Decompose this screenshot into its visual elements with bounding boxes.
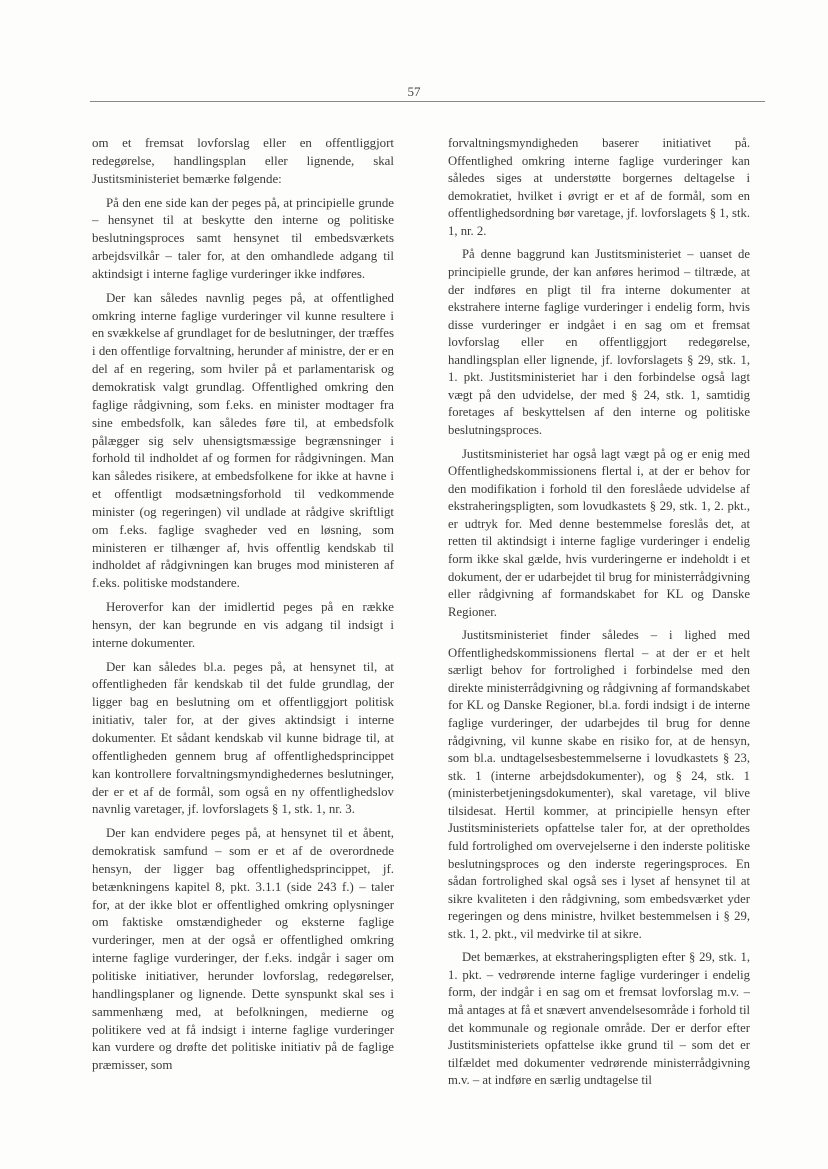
paragraph: om et fremsat lovforslag eller en offentliggjort redegørelse, handlingsplan eller lignende, skal Justitsministeriet bemærke følgende: — [92, 136, 394, 186]
paragraph: Justitsministeriet finder således – i lighed med Offentlighedskommissionens flertal – at der er et helt særligt behov for fortrolighed i forbindelse med den direkte ministerrådgivning og rådgivning af formandskabet for KL og Danske Regioner, bl.a. fordi indsigt i de interne faglige vurderinger, der udarbejdes til brug for denne rådgivning, vil kunne skabe en risiko for, at de hensyn, som bl.a. undtagelsesbestemmelserne i lovudkastets § 23, stk. 1 (interne arbejdsdokumenter), og § 24, stk. 1 (ministerbetjeningsdokumenter), skal varetage, vil blive tilsidesat. Hertil kommer, at principielle hensyn efter Justitsministeriets opfattelse taler for, at der opretholdes fuld fortrolighed om overvejelserne i den inderste politiske beslutningsproces og den inderste regeringsproces. En sådan fortrolighed skal også ses i lyset af hensynet til at sikre kvaliteten i den rådgivning, som embedsværket yder regeringen og dens ministre, hvilket bestemmelsen i § 29, stk. 1, 2. pkt., vil medvirke til at sikre. — [448, 628, 750, 941]
paragraph: Justitsministeriet har også lagt vægt på og er enig med Offentlighedskommissionens flertal i, at der er behov for den modifikation i forhold til den foreslåede udvidelse af ekstraheringspligten, som lovudkastets § 29, stk. 1, 2. pkt., er udtryk for. Med denne bestemmelse foreslås det, at retten til aktindsigt i interne faglige vurderinger i endelig form ikke skal gælde, hvis vurderingerne er indeholdt i et dokument, der er udarbejdet til brug for ministerrådgivning eller rådgivning af formandskabet for KL og Danske Regioner. — [448, 446, 750, 619]
page-number: 57 — [407, 84, 421, 99]
paragraph: Heroverfor kan der imidlertid peges på en række hensyn, der kan begrunde en vis adgang til indsigt i interne dokumenter. — [92, 600, 394, 650]
paragraph: Det bemærkes, at ekstraheringspligten efter § 29, stk. 1, 1. pkt. – vedrørende interne faglige vurderinger i endelig form, der indgår i en sag om et fremsat lovforslag m.v. – må antages at få et snævert anvendelsesområde i forhold til det kommunale og regionale område. Der er derfor efter Justitsministeriets opfattelse ikke grund til – som det er tilfældet med dokumenter vedrørende ministerrådgivning m.v. – at indføre en særlig undtagelse til — [448, 950, 750, 1088]
paragraph: Der kan endvidere peges på, at hensynet til et åbent, demokratisk samfund – som er et af de overordnede hensyn, der ligger bag offentlighedsprincippet, jf. betænkningens kapitel 8, pkt. 3.1.1 (side 243 f.) – taler for, at der ikke blot er offentlighed omkring oplysninger om faktiske omstændigheder og eksterne faglige vurderinger, men at der også er offentlighed omkring interne faglige vurderinger, der f.eks. indgår i sager om politiske initiativer, herunder lovforslag, redegørelser, handlingsplaner og lignende. Dette synspunkt skal ses i sammenhæng med, at befolkningen, medierne og politikere ved at få indsigt i interne faglige vurderinger kan vurdere og drøfte det politiske initiativ på de faglige præmisser, som — [92, 826, 394, 1073]
paragraph: På den ene side kan der peges på, at principielle grunde – hensynet til at beskytte den interne og politiske beslutningsproces samt hensynet til embedsværkets arbejdsvilkår – taler for, at den omhandlede adgang til aktindsigt i interne faglige vurderinger ikke indføres. — [92, 195, 394, 281]
paragraph: Der kan således bl.a. peges på, at hensynet til, at offentligheden får kendskab til det fulde grundlag, der ligger bag en beslutning om et offentliggjort politisk initiativ, taler for, at der gives aktindsigt i interne dokumenter. Et sådant kendskab vil kunne bidrage til, at offentligheden gennem brug af offentlighedsprincippet kan kontrollere forvaltningsmyndighedernes beslutninger, der er et af de formål, som også en ny offentlighedslov navnlig varetager, jf. lovforslagets § 1, stk. 1, nr. 3. — [92, 659, 394, 817]
paragraph: Der kan således navnlig peges på, at offentlighed omkring interne faglige vurderinger vil kunne resultere i en svækkelse af grundlaget for de beslutninger, der træffes i den offentlige forvaltning, herunder af ministre, der er en del af en regering, som hviler på et parlamentarisk og demokratisk valgt grundlag. Offentlighed omkring den faglige rådgivning, som f.eks. en minister modtager fra sine embedsfolk, kan således føre til, at embedsfolk pålægger sig selv uhensigtsmæssige begrænsninger i forhold til indholdet af og formen for rådgivningen. Man kan således risikere, at embedsfolkene for ikke at havne i et offentligt modsætningsforhold til vedkommende minister (og regeringen) vil undlade at rådgive skriftligt om f.eks. faglige svagheder ved en løsning, som ministeren er tilhænger af, hvis offentlig kendskab til indholdet af rådgivningen kan bruges mod ministeren af f.eks. politiske modstandere. — [92, 290, 394, 591]
right-column — [448, 135, 750, 1096]
paragraph: forvaltningsmyndigheden baserer initiativet på. Offentlighed omkring interne faglige vurderinger kan således siges at understøtte borgernes deltagelse i demokratiet, hvilket i øvrigt er et af de formål, som en offentlighedsordning bør varetage, jf. lovforslagets § 1, stk. 1, nr. 2. — [448, 136, 750, 238]
left-column — [92, 135, 394, 1081]
header-rule — [90, 101, 765, 102]
paragraph: På denne baggrund kan Justitsministeriet – uanset de principielle grunde, der kan anføres herimod – tiltræde, at der indføres en pligt til fra interne dokumenter at ekstrahere interne faglige vurderinger i endelig form, hvis disse vurderinger er indgået i en sag om et fremsat lovforslag eller en offentliggjort redegørelse, handlingsplan eller lignende, jf. lovforslagets § 29, stk. 1, 1. pkt. Justitsministeriet har i den forbindelse også lagt vægt på den udvidelse, der med § 24, stk. 1, samtidig foretages af beskyttelsen af den interne og politiske beslutningsproces. — [448, 247, 750, 437]
